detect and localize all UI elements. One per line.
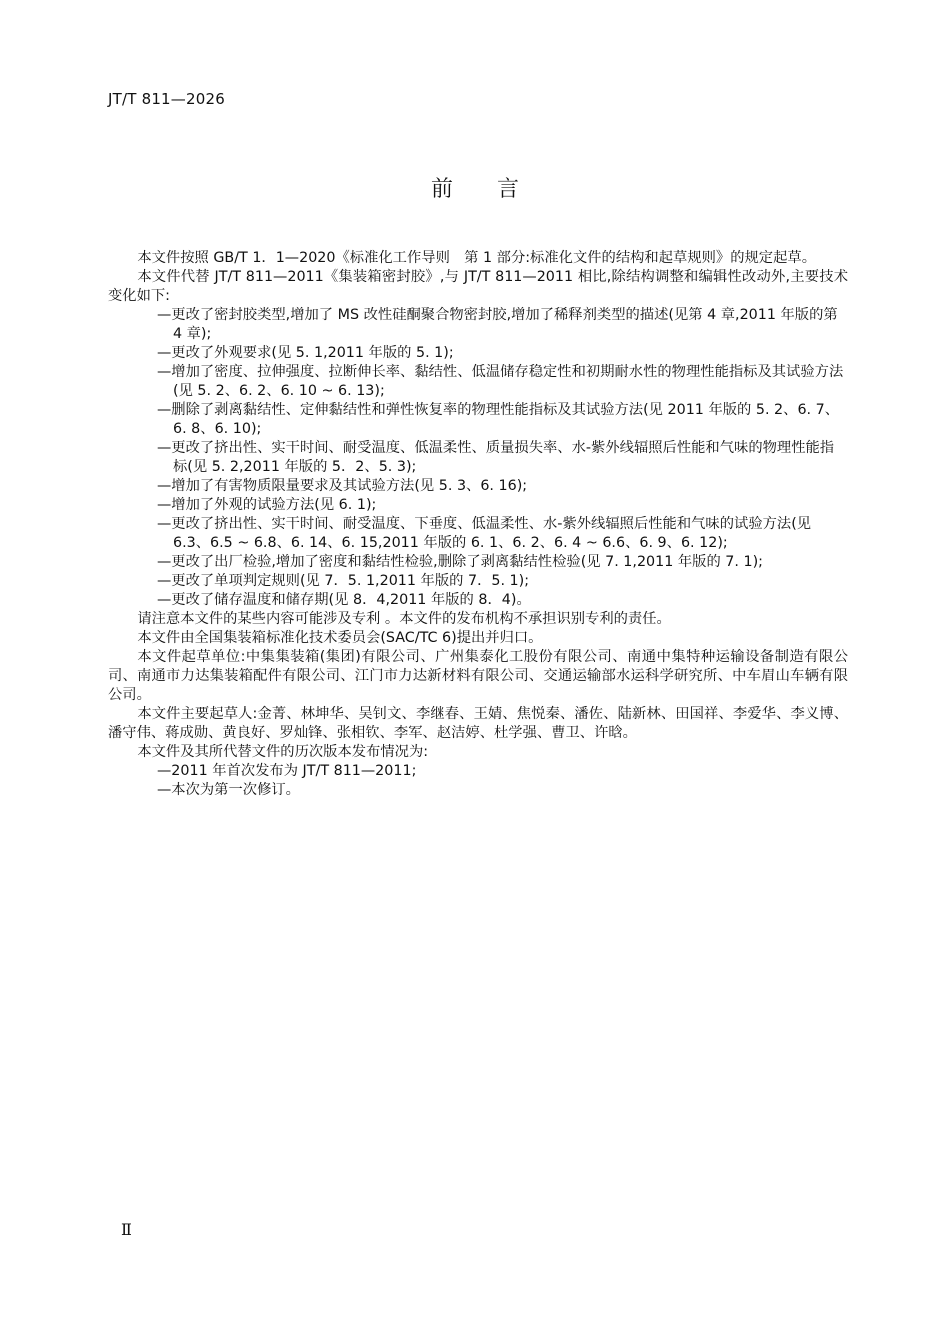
list-item-change-7: —增加了外观的试验方法(见 6. 1); [157,497,377,513]
paragraph-drafting-rules: 本文件按照 GB/T 1．1—2020《标准化工作导则 第 1 部分:标准化文件的结构和起草规则》的规定起草。 [137,250,816,266]
list-item-history-2: —本次为第一次修订。 [157,782,300,798]
list-item-change-6: —增加了有害物质限量要求及其试验方法(见 5. 3、6. 16); [157,478,528,494]
paragraph-replacement: 本文件代替 JT/T 811—2011《集装箱密封胶》,与 JT/T 811—2011 相比,除结构调整和编辑性改动外,主要技术变化如下: [108,269,848,304]
list-item-change-8: —更改了挤出性、实干时间、耐受温度、下垂度、低温柔性、水-紫外线辐照后性能和气味的试验方法(见 6.3、6.5 ~ 6.8、6. 14、6. 15,2011 年版的 6. 1、6. 2、6. 4 ~ 6.6、6. 9、6. 12); [157,516,812,551]
paragraph-committee: 本文件由全国集装箱标准化技术委员会(SAC/TC 6)提出并归口。 [137,630,543,646]
paragraph-drafters: 本文件主要起草人:金菁、林坤华、吴钊文、李继春、王婧、焦悦秦、潘佐、陆新林、田国祥、李爱华、李义博、潘守伟、蒋成勋、黄良好、罗灿锋、张相钦、李军、赵洁婷、杜学强、曹卫、许晗。 [108,706,848,741]
section-title: 前言 [430,177,563,202]
foreword-body [108,249,848,800]
page-number: Ⅱ [121,1220,132,1239]
list-item-change-1: —更改了密封胶类型,增加了 MS 改性硅酮聚合物密封胶,增加了稀释剂类型的描述(见第 4 章,2011 年版的第 4 章); [157,307,838,342]
list-item-change-5: —更改了挤出性、实干时间、耐受温度、低温柔性、质量损失率、水-紫外线辐照后性能和气味的物理性能指标(见 5. 2,2011 年版的 5．2、5. 3); [157,440,835,475]
paragraph-history-intro: 本文件及其所代替文件的历次版本发布情况为: [137,744,429,760]
list-item-history-1: —2011 年首次发布为 JT/T 811—2011; [157,763,417,779]
document-code: JT/T 811—2026 [108,90,225,108]
list-item-change-2: —更改了外观要求(见 5. 1,2011 年版的 5. 1); [157,345,454,361]
list-item-change-9: —更改了出厂检验,增加了密度和黏结性检验,删除了剥离黏结性检验(见 7. 1,2011 年版的 7. 1); [157,554,763,570]
list-item-change-11: —更改了储存温度和储存期(见 8．4,2011 年版的 8．4)。 [157,592,531,608]
list-item-change-10: —更改了单项判定规则(见 7．5. 1,2011 年版的 7．5. 1); [157,573,530,589]
paragraph-patent-notice: 请注意本文件的某些内容可能涉及专利 。本文件的发布机构不承担识别专利的责任。 [137,611,671,627]
list-item-change-3: —增加了密度、拉伸强度、拉断伸长率、黏结性、低温储存稳定性和初期耐水性的物理性能指标及其试验方法(见 5. 2、6. 2、6. 10 ~ 6. 13); [157,364,844,399]
list-item-change-4: —删除了剥离黏结性、定伸黏结性和弹性恢复率的物理性能指标及其试验方法(见 2011 年版的 5. 2、6. 7、6. 8、6. 10); [157,402,840,437]
paragraph-drafting-units: 本文件起草单位:中集集装箱(集团)有限公司、广州集泰化工股份有限公司、南通中集特种运输设备制造有限公司、南通市力达集装箱配件有限公司、江门市力达新材料有限公司、交通运输部水运科学研究所、中车眉山车辆有限公司。 [108,649,848,703]
